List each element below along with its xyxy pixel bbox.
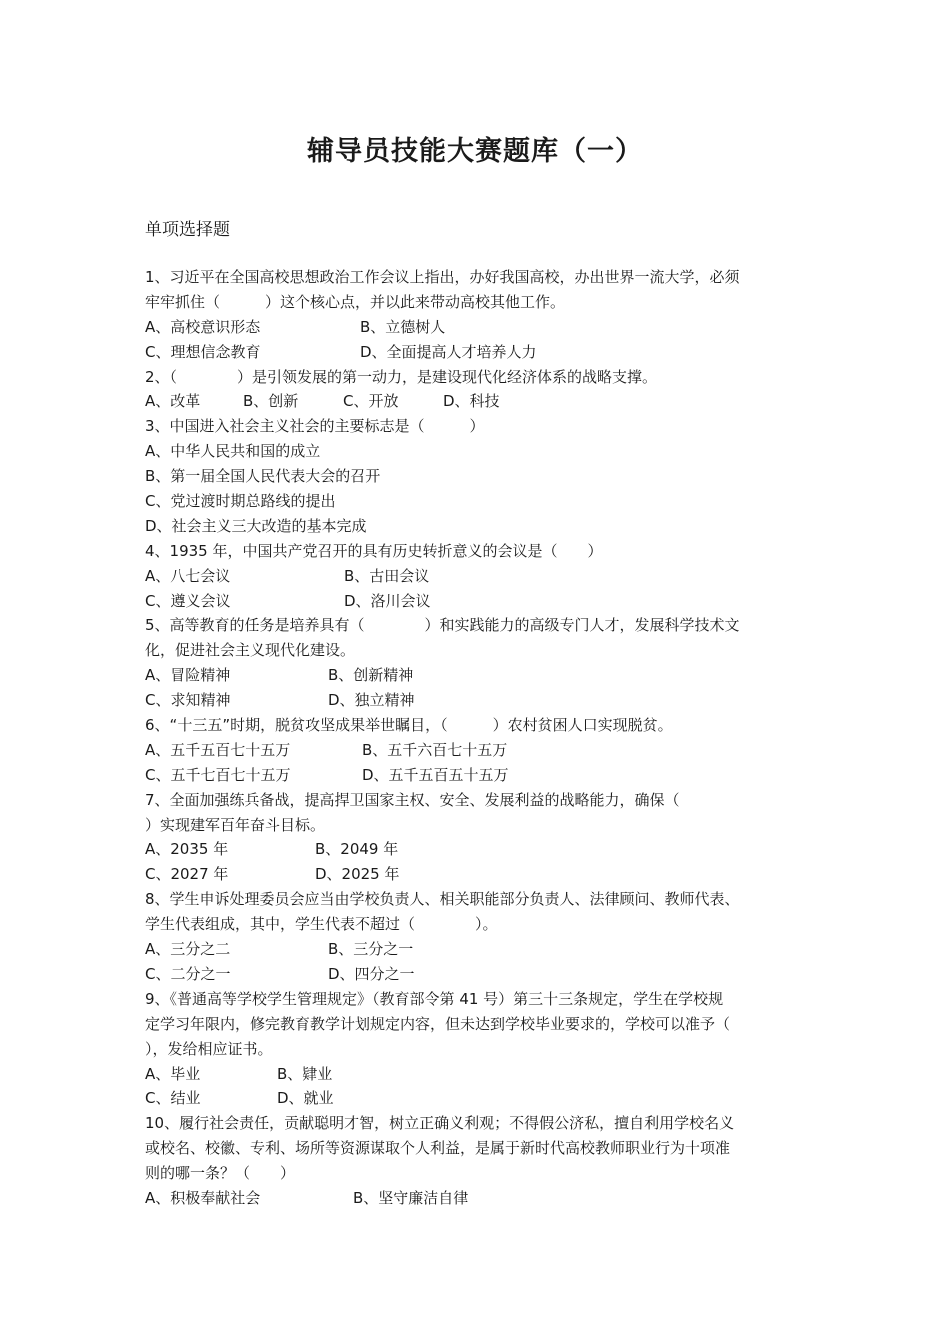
question-text: 8、学生申诉处理委员会应当由学校负责人、相关职能部分负责人、法律顾问、教师代表、 (145, 890, 740, 909)
option-row: A、五千五百七十五万 B、五千六百七十五万 (145, 740, 508, 759)
option-row: A、积极奉献社会 B、坚守廉洁自律 (145, 1188, 469, 1207)
option-row: C、二分之一 D、四分之一 (145, 964, 415, 983)
option-row: C、党过渡时期总路线的提出 (145, 492, 336, 511)
question-text: ）实现建军百年奋斗目标。 (145, 815, 326, 834)
question-text: 定学习年限内，修完教育教学计划规定内容，但未达到学校毕业要求的，学校可以准予（ (145, 1014, 731, 1033)
question-text: 9、《普通高等学校学生管理规定》（教育部令第 41 号）第三十三条规定，学生在学校规 (145, 989, 724, 1008)
question-text: 4、1935 年，中国共产党召开的具有历史转折意义的会议是（ ） (145, 541, 603, 560)
question-text: 牢牢抓住（ ）这个核心点，并以此来带动高校其他工作。 (145, 292, 566, 311)
option-row: C、2027 年 D、2025 年 (145, 865, 400, 884)
question-text: 6、“十三五”时期，脱贫攻坚成果举世瞩目，（ ）农村贫困人口实现脱贫。 (145, 716, 673, 735)
option-row: A、三分之二 B、三分之一 (145, 940, 414, 959)
question-text: ），发给相应证书。 (145, 1039, 273, 1058)
option-row: C、理想信念教育 D、全面提高人才培养人力 (145, 342, 537, 361)
option-row: A、八七会议 B、古田会议 (145, 566, 430, 585)
question-text: 7、全面加强练兵备战，提高捍卫国家主权、安全、发展利益的战略能力，确保（ (145, 790, 680, 809)
question-text: 则的哪一条？（ ） (145, 1164, 296, 1183)
option-row: B、第一届全国人民代表大会的召开 (145, 467, 381, 486)
section-heading: 单项选择题 (145, 220, 230, 240)
question-list (145, 265, 815, 1211)
option-row: C、遵义会议 D、洛川会议 (145, 591, 431, 610)
option-row: A、2035 年 B、2049 年 (145, 840, 399, 859)
page-title: 辅导员技能大赛题库（一） (307, 136, 643, 167)
option-row: A、中华人民共和国的成立 (145, 442, 321, 461)
question-text: 1、习近平在全国高校思想政治工作会议上指出，办好我国高校，办出世界一流大学，必须 (145, 268, 740, 286)
question-text: 10、履行社会责任，贡献聪明才智，树立正确义利观；不得假公济私，擅自利用学校名义 (145, 1114, 735, 1133)
question-text: 5、高等教育的任务是培养具有（ ）和实践能力的高级专门人才，发展科学技术文 (145, 616, 740, 635)
question-text: 或校名、校徽、专利、场所等资源谋取个人利益，是属于新时代高校教师职业行为十项准 (145, 1139, 731, 1158)
question-text: 化，促进社会主义现代化建设。 (145, 641, 356, 660)
question-text: 3、中国进入社会主义社会的主要标志是（ ） (145, 417, 485, 436)
option-row: C、结业 D、就业 (145, 1089, 334, 1108)
option-row: A、高校意识形态 B、立德树人 (145, 317, 446, 336)
option-row: A、改革 B、创新 C、开放 D、科技 (145, 392, 500, 411)
option-row: C、求知精神 D、独立精神 (145, 691, 415, 710)
option-row: A、毕业 B、肄业 (145, 1064, 333, 1083)
option-row: A、冒险精神 B、创新精神 (145, 666, 414, 685)
option-row: D、社会主义三大改造的基本完成 (145, 516, 367, 535)
option-row: C、五千七百七十五万 D、五千五百五十五万 (145, 765, 509, 784)
question-text: 2、（ ）是引领发展的第一动力，是建设现代化经济体系的战略支撑。 (145, 367, 658, 386)
question-text: 学生代表组成，其中，学生代表不超过（ ）。 (145, 915, 498, 934)
